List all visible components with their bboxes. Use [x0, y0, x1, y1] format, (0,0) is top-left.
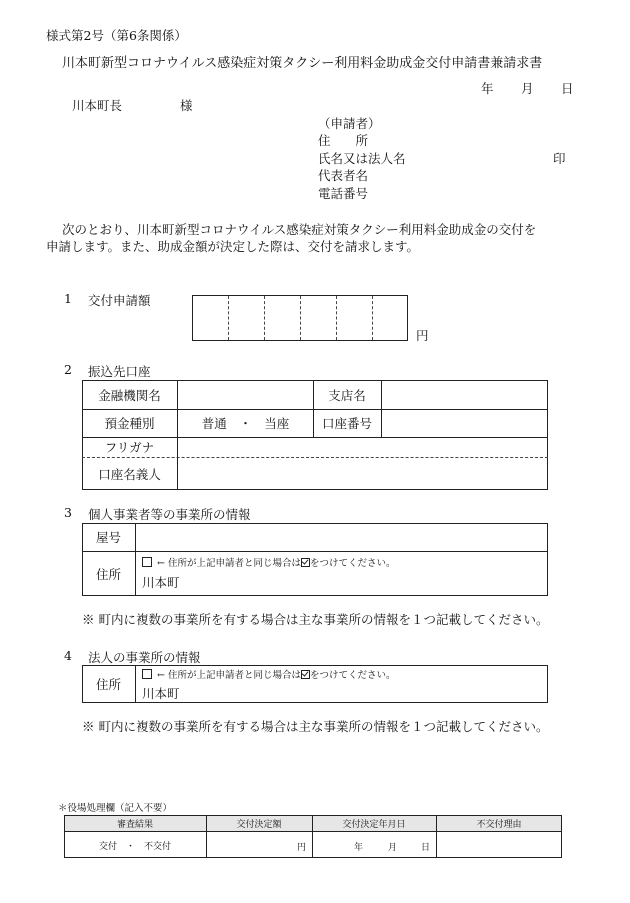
- account-holder-label: 口座名義人: [98, 467, 161, 482]
- s4-town-name: 川本町: [142, 686, 180, 701]
- s4-same-address-note: [142, 667, 396, 681]
- office-date-year: 年: [354, 843, 364, 853]
- date-year-label: 年: [481, 81, 494, 96]
- bank-name-field[interactable]: [178, 380, 313, 409]
- shop-name-field[interactable]: [136, 523, 548, 551]
- s3-remark: ※ 町内に複数の事業所を有する場合は主な事業所の情報を１つ記載してください。: [82, 612, 549, 627]
- office-date-day: 日: [421, 843, 431, 853]
- document-title: 川本町新型コロナウイルス感染症対策タクシー利用料金助成金交付申請書兼請求書: [62, 56, 543, 71]
- s4-remark: ※ 町内に複数の事業所を有する場合は主な事業所の情報を１つ記載してください。: [82, 719, 549, 734]
- office-result-options: 交付 ・ 不交付: [98, 841, 171, 852]
- applicant-rep-label: 代表者名: [318, 168, 369, 183]
- body-text-line-1: 次のとおり、川本町新型コロナウイルス感染症対策タクシー利用料金助成金の交付を: [62, 222, 537, 237]
- furigana-label: フリガナ: [104, 440, 155, 455]
- account-number-label: 口座番号: [321, 416, 372, 431]
- amount-digit-divider: [228, 296, 229, 340]
- same-address-checkbox[interactable]: [142, 669, 152, 679]
- amount-digit-divider: [264, 296, 265, 340]
- branch-label: 支店名: [328, 387, 366, 403]
- office-header-reason: 不交付理由: [476, 819, 522, 830]
- office-header-date: 交付決定年月日: [342, 819, 406, 830]
- applicant-name-label: 氏名又は法人名: [318, 151, 406, 166]
- section-2-number: 2: [64, 362, 72, 377]
- office-header-amount: 交付決定額: [236, 819, 282, 830]
- addressee-name: 川本町長: [72, 98, 123, 113]
- office-use-heading: ＊役場処理欄（記入不要）: [58, 803, 173, 814]
- applicant-phone-label: 電話番号: [318, 186, 369, 201]
- note-text: をつけてください。: [310, 558, 396, 569]
- col-divider: [135, 665, 136, 703]
- note-text: をつけてください。: [310, 670, 396, 681]
- office-date-month: 月: [388, 843, 398, 853]
- row-divider: [82, 551, 548, 552]
- amount-digit-divider: [336, 296, 337, 340]
- note-text: ← 住所が上記申請者と同じ場合は: [157, 558, 302, 569]
- s3-address-label: 住所: [95, 567, 121, 582]
- body-text-line-2: 申請します。また、助成金額が決定した際は、交付を請求します。: [46, 239, 420, 254]
- note-text: ← 住所が上記申請者と同じ場合は: [157, 670, 302, 681]
- applicant-heading: （申請者）: [318, 116, 381, 131]
- amount-digit-divider: [300, 296, 301, 340]
- s3-town-name: 川本町: [142, 575, 180, 590]
- form-number: 様式第2号（第6条関係）: [46, 28, 187, 43]
- bank-name-label: 金融機関名: [98, 387, 161, 403]
- account-holder-field[interactable]: [178, 458, 548, 490]
- section-4-number: 4: [64, 648, 72, 663]
- s3-same-address-note: [142, 555, 396, 569]
- check-sample-icon: [301, 558, 310, 567]
- s4-address-label: 住所: [95, 677, 121, 692]
- section-1-number: 1: [64, 291, 72, 306]
- branch-field[interactable]: [382, 380, 548, 409]
- furigana-field[interactable]: [178, 437, 548, 457]
- deposit-type-options[interactable]: 普通 ・ 当座: [201, 416, 290, 431]
- amount-digit-divider: [372, 296, 373, 340]
- date-day-label: 日: [561, 81, 574, 96]
- section-1-label: 交付申請額: [88, 293, 151, 308]
- section-4-label: 法人の事業所の情報: [88, 650, 201, 665]
- amount-unit: 円: [416, 328, 429, 343]
- applicant-address-label: 住 所: [318, 133, 369, 148]
- office-header-result: 審査結果: [116, 819, 153, 830]
- check-sample-icon: [301, 670, 310, 679]
- account-number-field[interactable]: [382, 409, 548, 437]
- section-3-number: 3: [64, 505, 72, 520]
- section-2-label: 振込先口座: [88, 364, 151, 379]
- shop-name-label: 屋号: [95, 530, 121, 545]
- date-month-label: 月: [521, 81, 534, 96]
- deposit-type-label: 預金種別: [104, 416, 155, 431]
- office-yen-unit: 円: [297, 843, 307, 853]
- seal-mark: 印: [553, 151, 566, 166]
- addressee-honorific: 様: [180, 98, 193, 113]
- same-address-checkbox[interactable]: [142, 557, 152, 567]
- section-3-label: 個人事業者等の事業所の情報: [88, 507, 251, 522]
